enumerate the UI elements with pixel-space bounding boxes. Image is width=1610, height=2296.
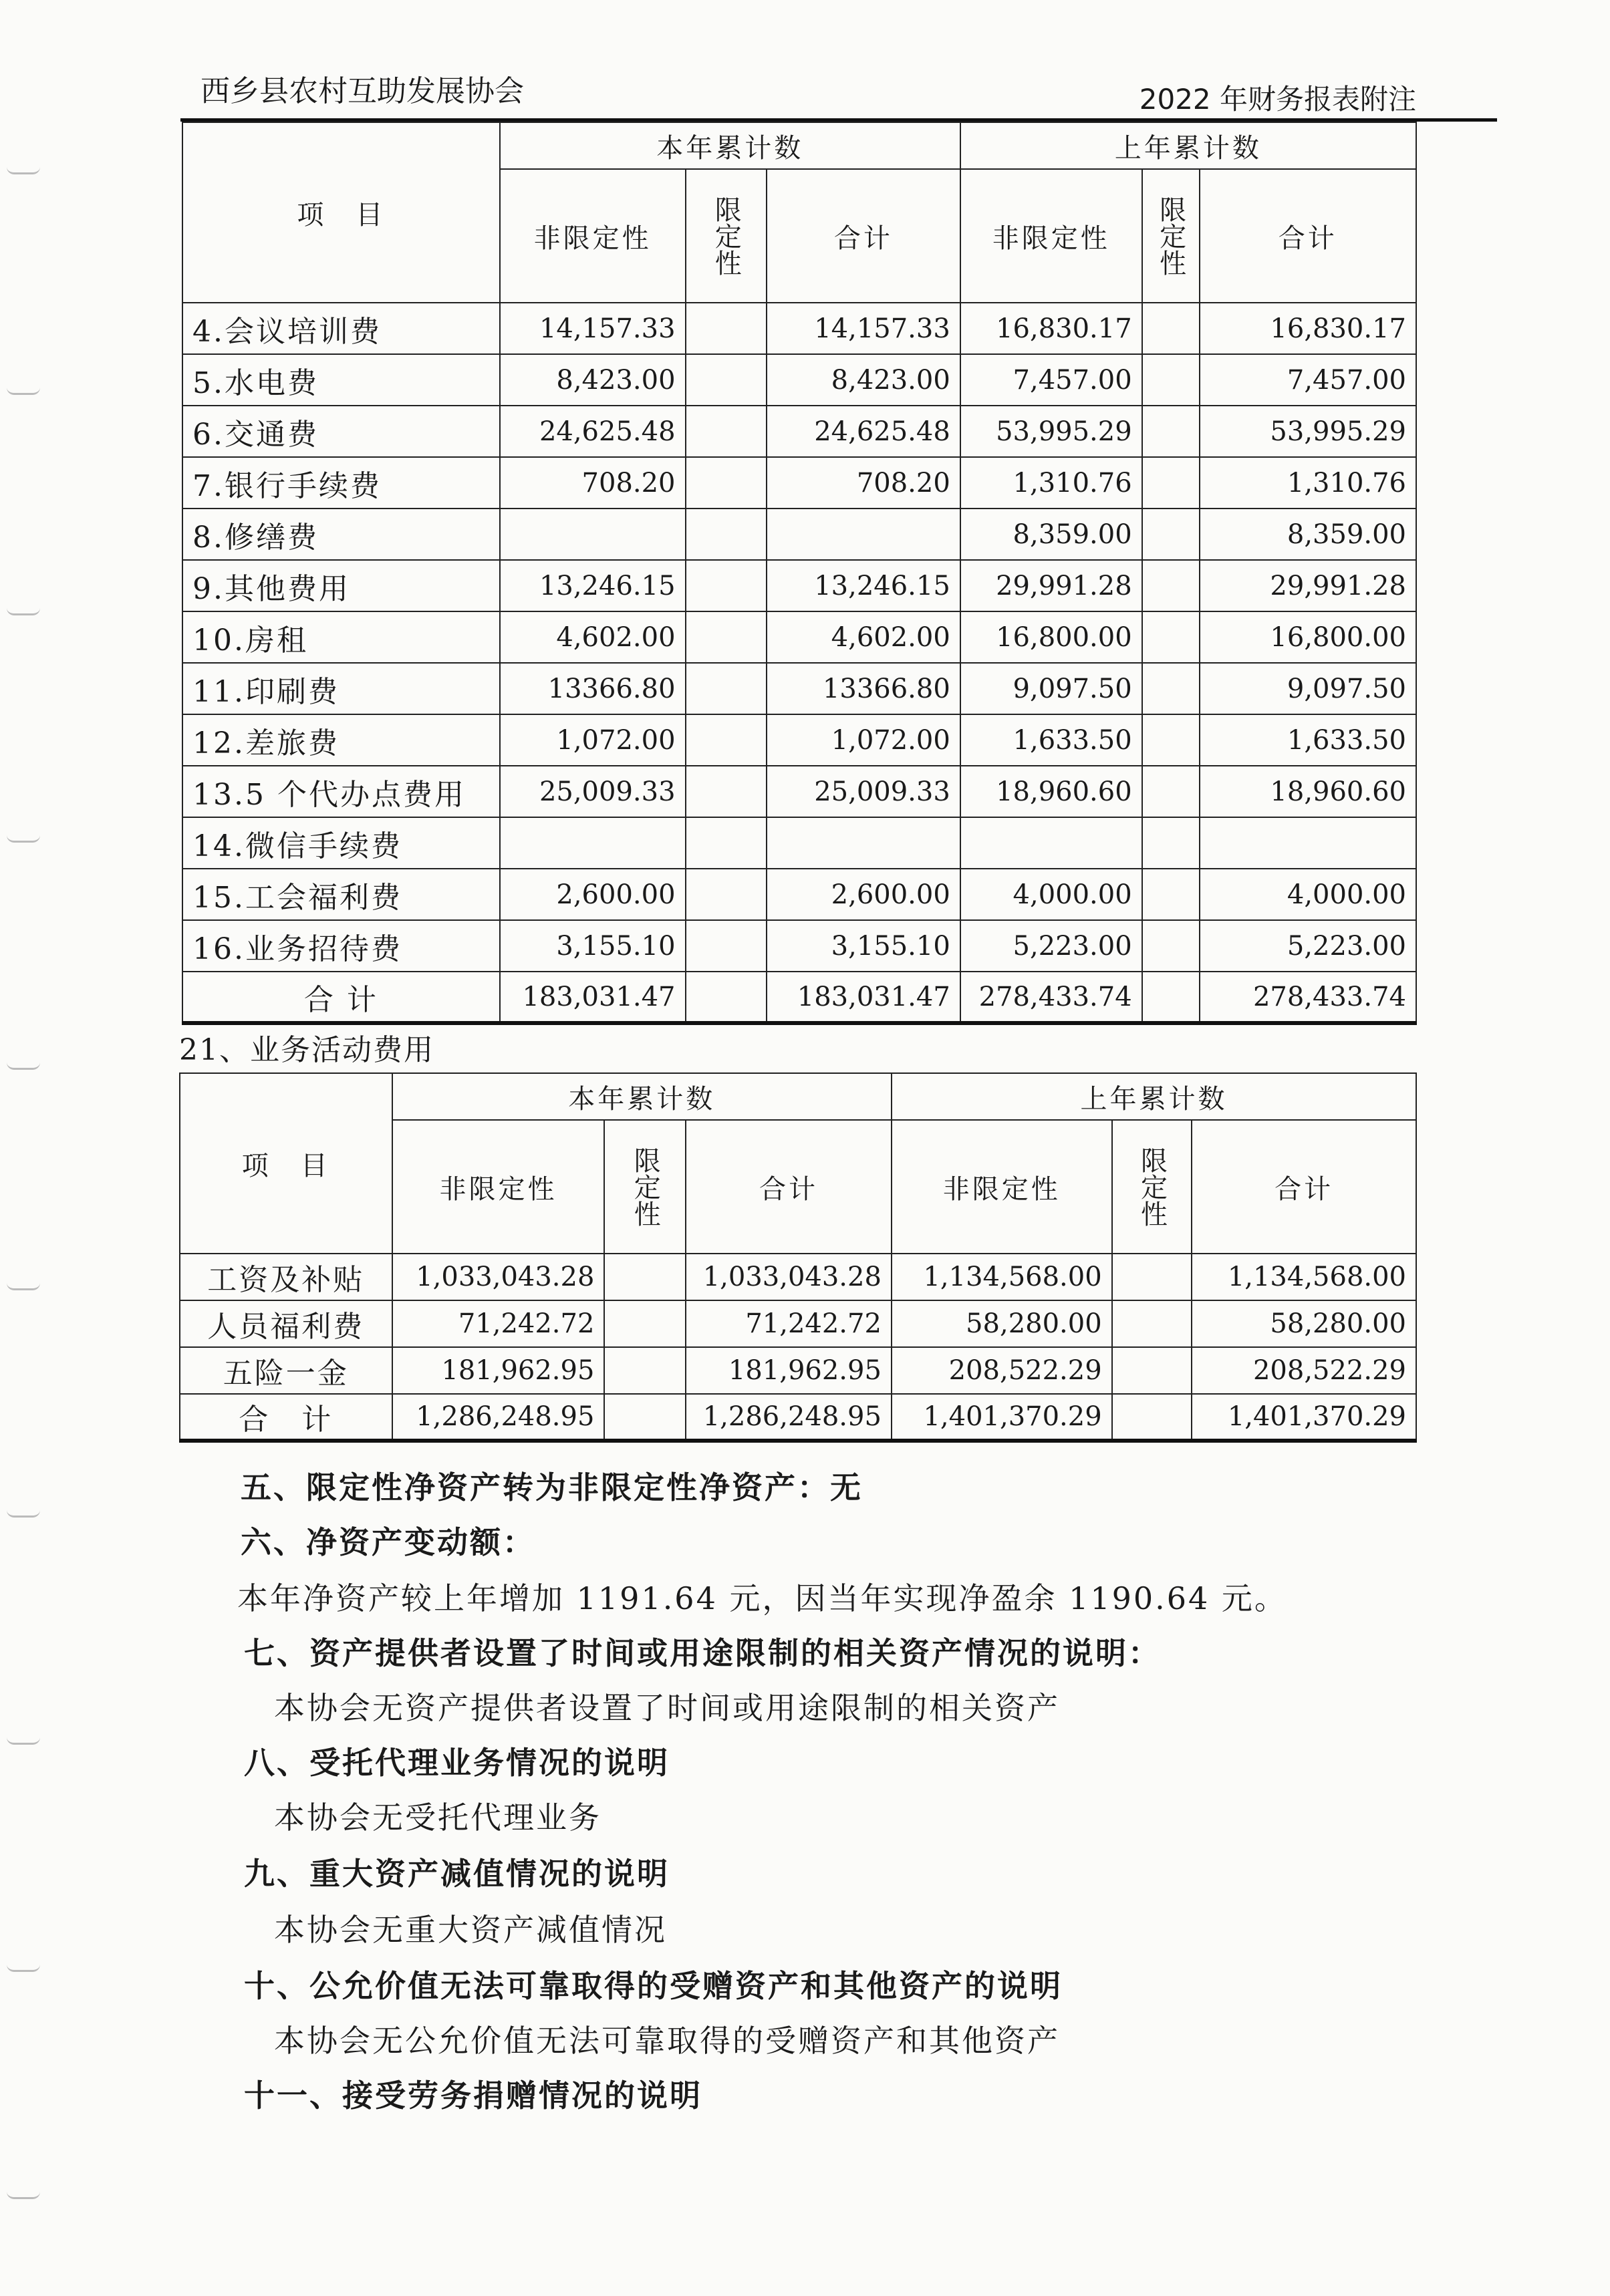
table-row xyxy=(182,560,1416,611)
column-header-restricted: 限定性 xyxy=(686,169,767,303)
table-row xyxy=(180,1300,1416,1347)
cell-current-restricted xyxy=(686,817,767,869)
cell-current-unrestricted: 4,602.00 xyxy=(500,611,686,663)
cell-prior-total: 58,280.00 xyxy=(1192,1300,1416,1347)
cell-item: 人员福利费 xyxy=(180,1300,392,1347)
cell-prior-restricted xyxy=(1142,869,1200,920)
cell-current-total: 13366.80 xyxy=(767,663,960,714)
margin-mark xyxy=(7,2192,40,2199)
cell-current-unrestricted: 8,423.00 xyxy=(500,354,686,406)
margin-mark xyxy=(7,1510,40,1518)
cell-current-total: 14,157.33 xyxy=(767,303,960,354)
cell-item: 五险一金 xyxy=(180,1347,392,1394)
cell-prior-total: 53,995.29 xyxy=(1200,406,1417,457)
cell-prior-restricted xyxy=(1142,663,1200,714)
cell-current-unrestricted: 14,157.33 xyxy=(500,303,686,354)
cell-current-unrestricted: 1,286,248.95 xyxy=(392,1394,605,1441)
cell-current-restricted xyxy=(686,714,767,766)
cell-current-restricted xyxy=(686,303,767,354)
column-header-item: 项 目 xyxy=(180,1073,392,1254)
cell-current-total xyxy=(767,509,960,560)
column-group-current-year: 本年累计数 xyxy=(392,1073,892,1120)
cell-prior-restricted xyxy=(1142,714,1200,766)
cell-prior-restricted xyxy=(1142,303,1200,354)
cell-prior-restricted xyxy=(1112,1394,1192,1441)
cell-prior-restricted xyxy=(1142,354,1200,406)
table-header-row xyxy=(182,122,1416,169)
margin-mark xyxy=(7,167,40,174)
cell-item: 11.印刷费 xyxy=(182,663,500,714)
cell-current-total: 8,423.00 xyxy=(767,354,960,406)
cell-current-restricted xyxy=(686,869,767,920)
cell-item: 13.5 个代办点费用 xyxy=(182,766,500,817)
column-group-prior-year: 上年累计数 xyxy=(892,1073,1416,1120)
note-6-body: 本年净资产较上年增加 1191.64 元，因当年实现净盈余 1190.64 元。 xyxy=(237,1580,1287,1616)
cell-prior-unrestricted: 1,401,370.29 xyxy=(892,1394,1112,1441)
table-row xyxy=(180,1254,1416,1300)
margin-mark xyxy=(7,1965,40,1972)
cell-prior-unrestricted: 5,223.00 xyxy=(960,920,1142,972)
cell-current-restricted xyxy=(604,1394,686,1441)
cell-prior-total: 1,401,370.29 xyxy=(1192,1394,1416,1441)
cell-current-total: 1,033,043.28 xyxy=(686,1254,892,1300)
total-label: 合 计 xyxy=(180,1394,392,1441)
margin-mark xyxy=(7,1062,40,1070)
cell-item: 工资及补贴 xyxy=(180,1254,392,1300)
cell-prior-total: 1,310.76 xyxy=(1200,457,1417,509)
cell-current-restricted xyxy=(686,457,767,509)
cell-item: 5.水电费 xyxy=(182,354,500,406)
cell-prior-unrestricted: 278,433.74 xyxy=(960,972,1142,1023)
cell-item: 4.会议培训费 xyxy=(182,303,500,354)
cell-prior-restricted xyxy=(1112,1300,1192,1347)
expense-table xyxy=(182,122,1417,1025)
cell-prior-total: 9,097.50 xyxy=(1200,663,1417,714)
table-row xyxy=(182,457,1416,509)
cell-current-total: 708.20 xyxy=(767,457,960,509)
note-7-title: 七、资产提供者设置了时间或用途限制的相关资产情况的说明： xyxy=(244,1635,1161,1671)
table-row xyxy=(182,766,1416,817)
cell-prior-total: 16,800.00 xyxy=(1200,611,1417,663)
cell-prior-total: 278,433.74 xyxy=(1200,972,1417,1023)
note-11-title: 十一、接受劳务捐赠情况的说明 xyxy=(244,2077,702,2114)
column-header-unrestricted: 非限定性 xyxy=(500,169,686,303)
organization-name: 西乡县农村互助发展协会 xyxy=(200,74,524,108)
column-header-total: 合计 xyxy=(1192,1120,1416,1254)
cell-prior-total: 1,633.50 xyxy=(1200,714,1417,766)
cell-current-total: 4,602.00 xyxy=(767,611,960,663)
table-row xyxy=(182,611,1416,663)
column-header-total: 合计 xyxy=(686,1120,892,1254)
cell-item: 15.工会福利费 xyxy=(182,869,500,920)
cell-prior-unrestricted: 1,310.76 xyxy=(960,457,1142,509)
table-row xyxy=(182,406,1416,457)
column-group-current-year: 本年累计数 xyxy=(500,122,960,169)
table-row xyxy=(182,354,1416,406)
cell-current-unrestricted: 181,962.95 xyxy=(392,1347,605,1394)
cell-item: 16.业务招待费 xyxy=(182,920,500,972)
cell-prior-total: 1,134,568.00 xyxy=(1192,1254,1416,1300)
cell-current-unrestricted: 1,033,043.28 xyxy=(392,1254,605,1300)
table-row xyxy=(182,920,1416,972)
cell-current-unrestricted: 708.20 xyxy=(500,457,686,509)
cell-current-restricted xyxy=(686,560,767,611)
table-row xyxy=(182,509,1416,560)
cell-item: 8.修缮费 xyxy=(182,509,500,560)
margin-mark xyxy=(7,608,40,615)
section-caption: 21、业务活动费用 xyxy=(179,1033,434,1067)
cell-current-restricted xyxy=(686,663,767,714)
note-8-title: 八、受托代理业务情况的说明 xyxy=(244,1745,670,1781)
cell-prior-restricted xyxy=(1142,406,1200,457)
cell-current-unrestricted: 1,072.00 xyxy=(500,714,686,766)
cell-prior-unrestricted: 53,995.29 xyxy=(960,406,1142,457)
column-header-unrestricted: 非限定性 xyxy=(392,1120,605,1254)
cell-prior-restricted xyxy=(1142,817,1200,869)
cell-prior-total: 208,522.29 xyxy=(1192,1347,1416,1394)
cell-prior-total: 16,830.17 xyxy=(1200,303,1417,354)
margin-mark xyxy=(7,1283,40,1290)
cell-current-restricted xyxy=(686,972,767,1023)
cell-prior-restricted xyxy=(1142,509,1200,560)
cell-prior-unrestricted: 208,522.29 xyxy=(892,1347,1112,1394)
cell-current-unrestricted: 25,009.33 xyxy=(500,766,686,817)
cell-current-total: 71,242.72 xyxy=(686,1300,892,1347)
margin-mark xyxy=(7,835,40,843)
table-header-row xyxy=(180,1073,1416,1120)
cell-prior-restricted xyxy=(1112,1347,1192,1394)
column-header-restricted: 限定性 xyxy=(1142,169,1200,303)
margin-mark xyxy=(7,388,40,395)
cell-current-unrestricted: 71,242.72 xyxy=(392,1300,605,1347)
cell-current-total: 183,031.47 xyxy=(767,972,960,1023)
cell-current-unrestricted: 3,155.10 xyxy=(500,920,686,972)
cell-item: 9.其他费用 xyxy=(182,560,500,611)
cell-current-total xyxy=(767,817,960,869)
note-8-body: 本协会无受托代理业务 xyxy=(274,1800,601,1836)
column-header-item: 项 目 xyxy=(182,122,500,303)
cell-prior-unrestricted: 16,800.00 xyxy=(960,611,1142,663)
column-header-unrestricted: 非限定性 xyxy=(960,169,1142,303)
table-total-row xyxy=(182,972,1416,1023)
note-5: 五、限定性净资产转为非限定性净资产：无 xyxy=(241,1469,863,1505)
cell-current-unrestricted: 183,031.47 xyxy=(500,972,686,1023)
cell-item: 12.差旅费 xyxy=(182,714,500,766)
cell-prior-total: 7,457.00 xyxy=(1200,354,1417,406)
cell-prior-restricted xyxy=(1142,457,1200,509)
cell-current-unrestricted: 13,246.15 xyxy=(500,560,686,611)
cell-current-unrestricted: 13366.80 xyxy=(500,663,686,714)
cell-prior-unrestricted: 9,097.50 xyxy=(960,663,1142,714)
table-row xyxy=(182,869,1416,920)
cell-item: 7.银行手续费 xyxy=(182,457,500,509)
cell-current-total: 13,246.15 xyxy=(767,560,960,611)
cell-current-unrestricted: 24,625.48 xyxy=(500,406,686,457)
cell-current-restricted xyxy=(686,509,767,560)
note-9-title: 九、重大资产减值情况的说明 xyxy=(244,1856,670,1892)
cell-current-restricted xyxy=(604,1347,686,1394)
note-6-title: 六、净资产变动额： xyxy=(241,1524,535,1560)
column-group-prior-year: 上年累计数 xyxy=(960,122,1416,169)
column-header-total: 合计 xyxy=(767,169,960,303)
cell-prior-restricted xyxy=(1142,611,1200,663)
cell-prior-unrestricted: 16,830.17 xyxy=(960,303,1142,354)
cell-prior-restricted xyxy=(1142,972,1200,1023)
table-row xyxy=(182,817,1416,869)
cell-prior-total xyxy=(1200,817,1417,869)
cell-current-restricted xyxy=(686,920,767,972)
cell-prior-unrestricted: 29,991.28 xyxy=(960,560,1142,611)
column-header-total: 合计 xyxy=(1200,169,1417,303)
cell-prior-unrestricted: 1,134,568.00 xyxy=(892,1254,1112,1300)
cell-prior-total: 4,000.00 xyxy=(1200,869,1417,920)
note-10-body: 本协会无公允价值无法可靠取得的受赠资产和其他资产 xyxy=(274,2023,1060,2059)
cell-current-total: 25,009.33 xyxy=(767,766,960,817)
cell-prior-unrestricted xyxy=(960,817,1142,869)
document-title: 2022 年财务报表附注 xyxy=(1139,83,1416,116)
cell-current-restricted xyxy=(686,406,767,457)
cell-prior-restricted xyxy=(1142,560,1200,611)
cell-item: 14.微信手续费 xyxy=(182,817,500,869)
cell-current-total: 1,286,248.95 xyxy=(686,1394,892,1441)
cell-current-total: 24,625.48 xyxy=(767,406,960,457)
cell-item: 6.交通费 xyxy=(182,406,500,457)
note-10-title: 十、公允价值无法可靠取得的受赠资产和其他资产的说明 xyxy=(244,1968,1063,2004)
total-label: 合 计 xyxy=(182,972,500,1023)
cell-prior-total: 18,960.60 xyxy=(1200,766,1417,817)
cell-prior-unrestricted: 7,457.00 xyxy=(960,354,1142,406)
cell-current-unrestricted xyxy=(500,817,686,869)
cell-current-restricted xyxy=(604,1300,686,1347)
business-activity-expense-table xyxy=(179,1072,1417,1443)
cell-current-unrestricted: 2,600.00 xyxy=(500,869,686,920)
cell-prior-unrestricted: 18,960.60 xyxy=(960,766,1142,817)
cell-item: 10.房租 xyxy=(182,611,500,663)
cell-prior-unrestricted: 8,359.00 xyxy=(960,509,1142,560)
margin-mark xyxy=(7,1737,40,1745)
cell-prior-unrestricted: 1,633.50 xyxy=(960,714,1142,766)
cell-current-restricted xyxy=(604,1254,686,1300)
table-row xyxy=(182,714,1416,766)
column-header-unrestricted: 非限定性 xyxy=(892,1120,1112,1254)
cell-current-total: 1,072.00 xyxy=(767,714,960,766)
column-header-restricted: 限定性 xyxy=(1112,1120,1192,1254)
cell-prior-total: 29,991.28 xyxy=(1200,560,1417,611)
table-total-row xyxy=(180,1394,1416,1441)
note-7-body: 本协会无资产提供者设置了时间或用途限制的相关资产 xyxy=(274,1690,1060,1726)
cell-prior-restricted xyxy=(1142,920,1200,972)
cell-prior-restricted xyxy=(1142,766,1200,817)
cell-current-total: 181,962.95 xyxy=(686,1347,892,1394)
cell-current-restricted xyxy=(686,354,767,406)
table-row xyxy=(182,303,1416,354)
cell-prior-total: 5,223.00 xyxy=(1200,920,1417,972)
cell-current-unrestricted xyxy=(500,509,686,560)
column-header-restricted: 限定性 xyxy=(604,1120,686,1254)
table-row xyxy=(182,663,1416,714)
cell-prior-unrestricted: 4,000.00 xyxy=(960,869,1142,920)
cell-current-total: 3,155.10 xyxy=(767,920,960,972)
cell-prior-restricted xyxy=(1112,1254,1192,1300)
cell-prior-unrestricted: 58,280.00 xyxy=(892,1300,1112,1347)
cell-prior-total: 8,359.00 xyxy=(1200,509,1417,560)
cell-current-restricted xyxy=(686,611,767,663)
table-row xyxy=(180,1347,1416,1394)
cell-current-total: 2,600.00 xyxy=(767,869,960,920)
note-9-body: 本协会无重大资产减值情况 xyxy=(274,1912,667,1948)
cell-current-restricted xyxy=(686,766,767,817)
